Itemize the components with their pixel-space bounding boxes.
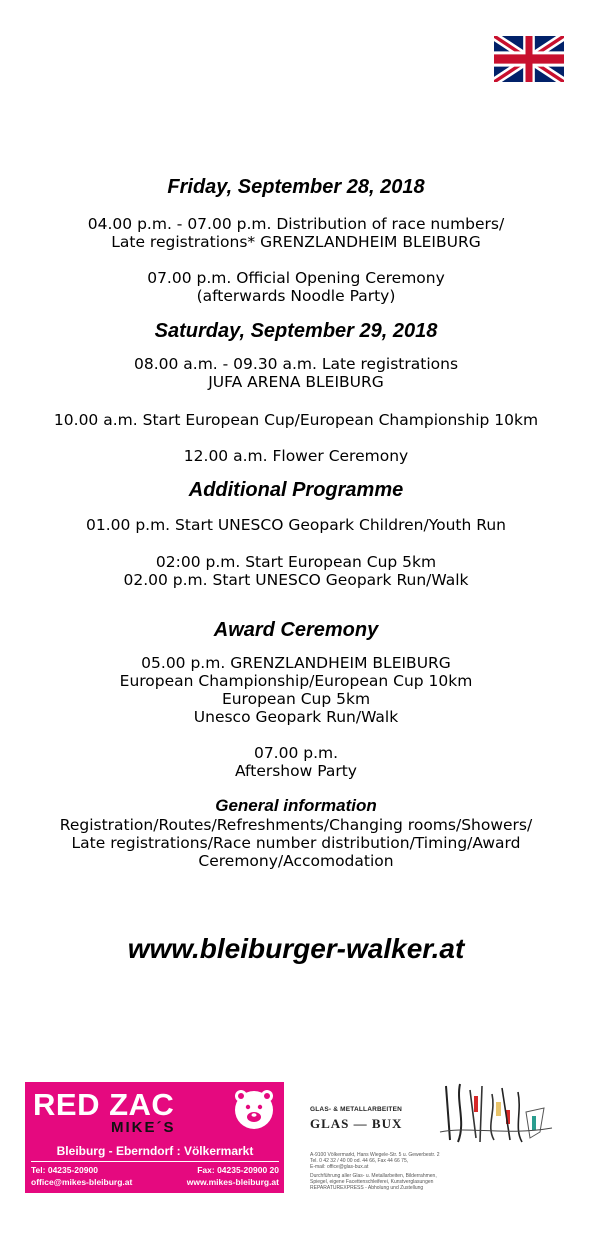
schedule-line: Late registrations* GRENZLANDHEIM BLEIBURG — [111, 233, 481, 251]
saturday-item-3 — [0, 447, 592, 465]
schedule-line: 07.00 p.m. Official Opening Ceremony — [147, 269, 445, 287]
schedule-line: 07.00 p.m. — [253, 744, 339, 762]
redzac-brand: RED ZAC — [33, 1087, 175, 1122]
schedule-line: 08.00 a.m. - 09.30 a.m. Late registrations — [133, 355, 459, 373]
redzac-fax: Fax: 04235-20900 20 — [197, 1165, 279, 1175]
glasbux-logo-icon — [436, 1082, 556, 1144]
additional-item-2 — [0, 553, 592, 589]
award-item-2 — [0, 744, 592, 780]
redzac-contact-row-2 — [31, 1177, 279, 1187]
schedule-line: Unesco Geopark Run/Walk — [193, 708, 399, 726]
saturday-heading: Saturday, September 29, 2018 — [154, 320, 438, 342]
additional-heading: Additional Programme — [188, 479, 404, 501]
glasbux-fine-line: Tel. 0 42 32 / 40 00 od. 44 66, Fax 44 66 75, — [310, 1158, 409, 1164]
general-info-line: Registration/Routes/Refreshments/Changing rooms/Showers/ — [59, 816, 533, 834]
glasbux-name: GLAS — BUX — [310, 1116, 403, 1131]
sponsor-redzac[interactable] — [25, 1082, 284, 1193]
schedule-line: Aftershow Party — [235, 762, 357, 780]
saturday-item-1 — [0, 355, 592, 391]
divider — [31, 1161, 279, 1162]
website-link[interactable]: www.bleiburger-walker.at — [127, 933, 465, 964]
saturday-item-2 — [0, 411, 592, 429]
redzac-locations: Bleiburg - Eberndorf : Völkermarkt — [56, 1144, 254, 1158]
redzac-web[interactable]: www.mikes-bleiburg.at — [186, 1177, 279, 1187]
redzac-email[interactable]: office@mikes-bleiburg.at — [31, 1177, 133, 1187]
general-info-heading: General information — [215, 796, 377, 815]
glasbux-fine-line: Spiegel, eigene Facettenschleiferei, Kunstverglasungen — [310, 1179, 434, 1185]
additional-item-1 — [0, 516, 592, 534]
schedule-line: 12.00 a.m. Flower Ceremony — [183, 447, 409, 465]
glasbux-fine-line: E-mail: office@glas-bux.at — [310, 1164, 369, 1170]
schedule-line: (afterwards Noodle Party) — [196, 287, 396, 305]
schedule-line: European Cup 5km — [221, 690, 371, 708]
schedule-line: 10.00 a.m. Start European Cup/European Championship 10km — [53, 411, 539, 429]
redzac-contact-row — [31, 1165, 279, 1175]
schedule-line: 02.00 p.m. Start UNESCO Geopark Run/Walk — [123, 571, 469, 589]
sponsor-glasbux[interactable] — [306, 1080, 556, 1195]
friday-item-1 — [0, 215, 592, 251]
general-info-line: Late registrations/Race number distribution/Timing/Award — [71, 834, 521, 852]
general-info-line: Ceremony/Accomodation — [198, 852, 394, 870]
uk-flag-icon[interactable] — [494, 36, 564, 82]
glasbux-fine-line: REPARATUREXPRESS - Abholung und Zustellung — [310, 1185, 424, 1191]
award-heading: Award Ceremony — [213, 619, 379, 641]
schedule-line: 04.00 p.m. - 07.00 p.m. Distribution of race numbers/ — [87, 215, 505, 233]
award-item-1 — [0, 654, 592, 726]
friday-heading: Friday, September 28, 2018 — [167, 176, 425, 198]
redzac-tel: Tel: 04235-20900 — [31, 1165, 98, 1175]
general-info-text — [0, 816, 592, 870]
schedule-line: 01.00 p.m. Start UNESCO Geopark Children/Youth Run — [86, 516, 506, 534]
glasbux-tagline: GLAS- & METALLARBEITEN — [310, 1106, 403, 1113]
schedule — [0, 170, 592, 870]
redzac-sub: MIKE´S — [111, 1119, 176, 1136]
schedule-line: 05.00 p.m. GRENZLANDHEIM BLEIBURG — [141, 654, 451, 672]
glasbux-fine-line: A-9100 Völkermarkt, Hans Wiegele-Str. 5 u. Gewerbestr. 2 — [310, 1152, 440, 1158]
friday-item-2 — [0, 269, 592, 305]
glasbux-fine-line: Durchführung aller Glas- u. Metallarbeiten, Bilderrahmen, — [310, 1173, 437, 1179]
schedule-line: 02:00 p.m. Start European Cup 5km — [155, 553, 437, 571]
schedule-line: JUFA ARENA BLEIBURG — [208, 373, 384, 391]
schedule-line: European Championship/European Cup 10km — [119, 672, 473, 690]
